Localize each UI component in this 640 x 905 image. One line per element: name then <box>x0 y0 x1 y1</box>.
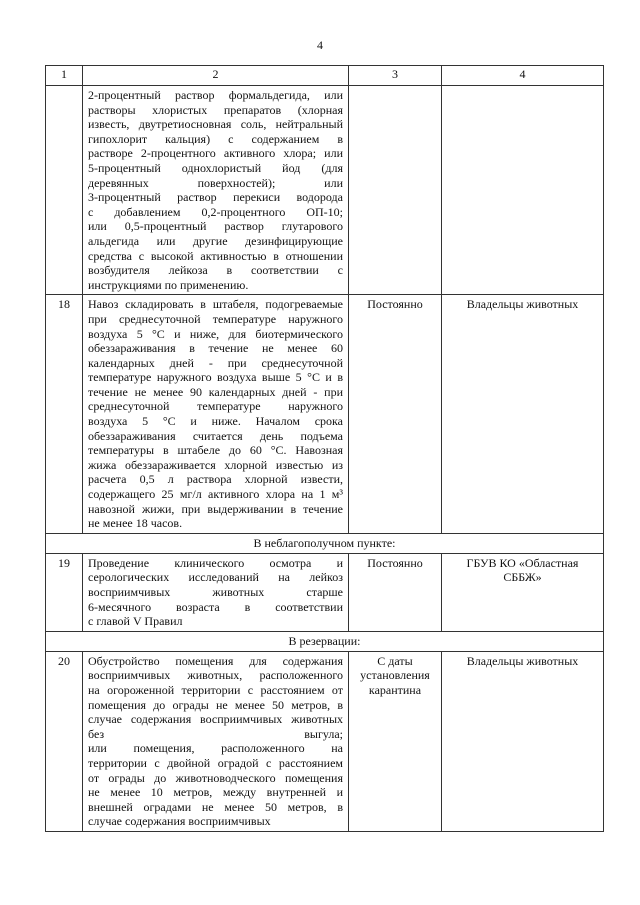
text-line: серологических исследований на лейкоз <box>88 570 343 585</box>
table-row-19 <box>46 553 604 631</box>
text-line: на огороженной территории с расстоянием от <box>88 682 343 697</box>
text-line: или помещения, расположенного на <box>88 741 343 756</box>
text-line: случае содержания восприимчивых животных <box>88 712 343 727</box>
text-line: или 0,5-процентный раствор глутарового <box>88 219 343 234</box>
text-line: случае содержания восприимчивых <box>88 814 271 829</box>
text-line: 2-процентный раствор формальдегида, или <box>88 88 343 102</box>
table-header-row <box>46 66 604 86</box>
header-col-3: 3 <box>349 66 442 86</box>
measure-text <box>83 651 349 831</box>
term-cell: С даты установления карантина <box>349 651 442 831</box>
measure-text <box>83 295 349 534</box>
text-line: расчета 0,5 л раствора хлорной извести, <box>88 472 343 487</box>
page-number: 4 <box>317 38 323 52</box>
text-line: внешней оградами не менее 50 метров, в <box>88 799 343 814</box>
row-number <box>46 86 83 295</box>
responsible-cell: Владельцы животных <box>442 651 604 831</box>
term-cell: Постоянно <box>349 295 442 534</box>
text-line: 6-месячного возраста в соответствии <box>88 599 343 614</box>
text-line: гипохлорит кальция) с содержанием в <box>88 131 343 146</box>
row-number: 18 <box>46 295 83 534</box>
text-line: известь, двутретиосновная соль, нейтральный <box>88 117 343 132</box>
term-cell: Постоянно <box>349 553 442 631</box>
text-line: при среднесуточной температуре наружного <box>88 311 343 326</box>
responsible-cell: ГБУВ КО «Областная СББЖ» <box>442 553 604 631</box>
text-line: инструкциями по применению. <box>88 277 249 292</box>
responsible-cell <box>442 86 604 295</box>
text-line: воздуха 5 °С и ниже, для биотермического <box>88 326 343 341</box>
text-line: Проведение клинического осмотра и <box>88 555 343 570</box>
text-line: с добавлением 0,2-процентного ОП-10; <box>88 204 343 219</box>
term-cell <box>349 86 442 295</box>
text-line: деревянных поверхностей); или <box>88 175 343 190</box>
header-col-4: 4 <box>442 66 604 86</box>
text-line: с главой V Правил <box>88 614 183 629</box>
responsible-cell: Владельцы животных <box>442 295 604 534</box>
text-line: территории с двойной оградой с расстоянием <box>88 755 343 770</box>
text-line: обеззараживания считается день подъема <box>88 428 343 443</box>
text-line: календарных дней - при среднесуточной <box>88 355 343 370</box>
text-line: без выгула; <box>88 726 343 741</box>
text-line: не менее 10 метров, между внутренней и <box>88 785 343 800</box>
text-line: навозной жижи, при выдерживании в течение <box>88 501 343 516</box>
text-line: Навоз складировать в штабеля, подогреваемые <box>88 297 343 312</box>
text-line: возбудителя лейкоза в соответствии с <box>88 263 343 278</box>
section-title: В неблагополучном пункте: <box>46 533 604 553</box>
measure-text <box>83 86 349 295</box>
row-number: 19 <box>46 553 83 631</box>
measure-text <box>83 553 349 631</box>
text-line: температуры в штабеле до 60 °С. Навозная <box>88 443 343 458</box>
section-row-unsafe-point <box>46 533 604 553</box>
section-row-reservation <box>46 631 604 651</box>
text-line: помещения до ограды не менее 50 метров, в <box>88 697 343 712</box>
header-col-1: 1 <box>46 66 83 86</box>
text-line: 3-процентный раствор перекиси водорода <box>88 190 343 205</box>
text-line: Обустройство помещения для содержания <box>88 653 343 668</box>
text-line: содержащего 25 мг/л активного хлора на 1 м³ <box>88 487 343 502</box>
text-line: растворе 2-процентного активного хлора; или <box>88 146 343 161</box>
text-line: обеззараживания в течение не менее 60 <box>88 341 343 356</box>
text-line: жижа обеззараживается хлорной известью из <box>88 457 343 472</box>
text-line: не менее 18 часов. <box>88 516 183 531</box>
text-line: восприимчивых животных, расположенного <box>88 668 343 683</box>
header-col-2: 2 <box>83 66 349 86</box>
table-row-18 <box>46 295 604 534</box>
measures-table <box>45 65 604 832</box>
section-title: В резервации: <box>46 631 604 651</box>
text-line: температуре наружного воздуха выше 5 °С и в <box>88 370 343 385</box>
text-line: растворы хлористых препаратов (хлорная <box>88 102 343 117</box>
text-line: течение не менее 90 календарных дней - при <box>88 384 343 399</box>
table-row-20 <box>46 651 604 831</box>
row-number: 20 <box>46 651 83 831</box>
text-line: восприимчивых животных старше <box>88 585 343 599</box>
text-line: воздуха 5 °С и ниже. Началом срока <box>88 414 343 429</box>
table-row-continued <box>46 86 604 295</box>
text-line: среднесуточной температуре наружного <box>88 399 343 414</box>
text-line: 5-процентный однохлористый йод (для <box>88 160 343 175</box>
text-line: от ограды до животноводческого помещения <box>88 770 343 785</box>
text-line: альдегида или другие дезинфицирующие <box>88 233 343 248</box>
text-line: средства с высокой активностью в отношении <box>88 248 343 263</box>
